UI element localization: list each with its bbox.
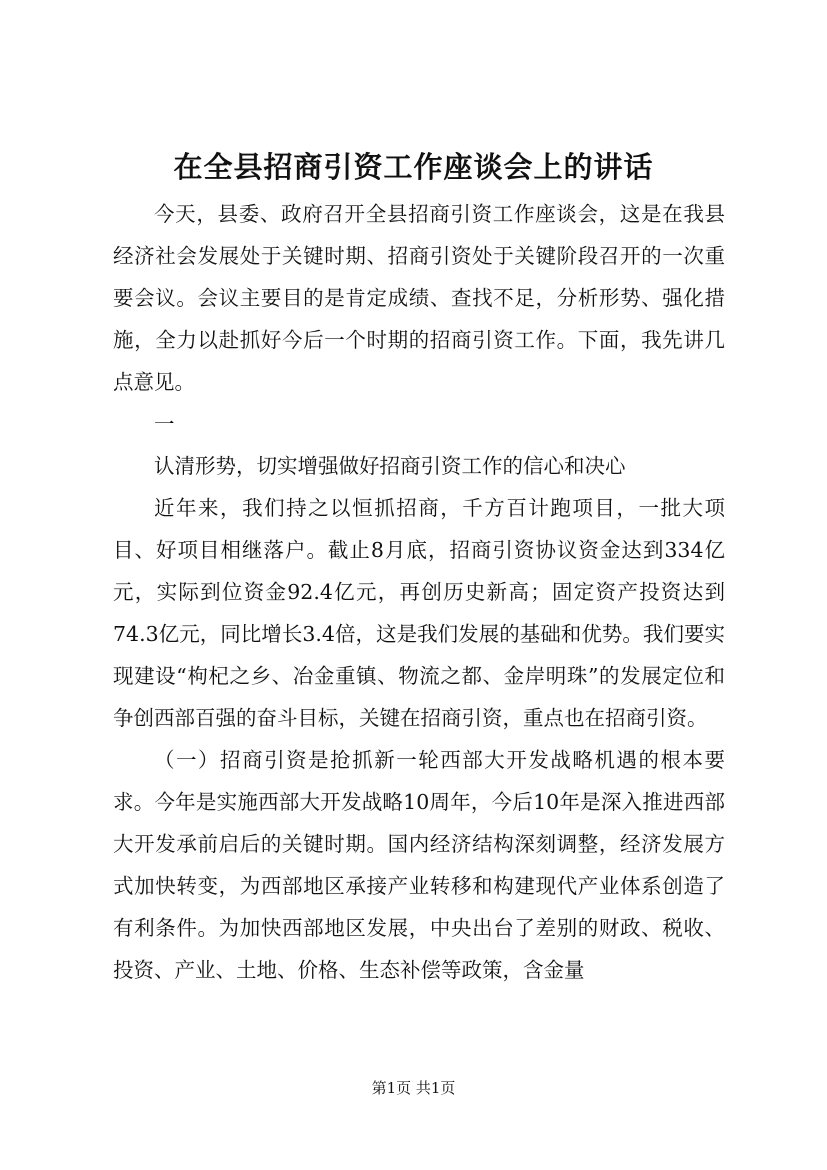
paragraph-intro: 今天，县委、政府召开全县招商引资工作座谈会，这是在我县经济社会发展处于关键时期、招商引资处于关键阶段召开的一次重要会议。会议主要目的是肯定成绩、查找不足，分析形势、强化措施，全力以赴抓好今后一个时期的招商引资工作。下面，我先讲几点意见。 (113, 202, 725, 394)
document-body (113, 193, 725, 991)
page-number-footer: 第1页 共1页 (371, 1079, 456, 1097)
section-heading: 认清形势，切实增强做好招商引资工作的信心和决心 (154, 454, 626, 478)
paragraph-achievements: 近年来，我们持之以恒抓招商，千方百计跑项目，一批大项目、好项目相继落户。截止8月底，招商引资协议资金达到334亿元，实际到位资金92.4亿元，再创历史新高；固定资产投资达到74.3亿元，同比增长3.4倍，这是我们发展的基础和优势。我们要实现建设“枸杞之乡、冶金重镇、物流之都、金岸明珠”的发展定位和争创西部百强的奋斗目标，关键在招商引资，重点也在招商引资。 (113, 496, 725, 730)
paragraph-point-one: （一）招商引资是抢抓新一轮西部大开发战略机遇的根本要求。今年是实施西部大开发战略10周年，今后10年是深入推进西部大开发承前启后的关键时期。国内经济结构深刻调整，经济发展方式加快转变，为西部地区承接产业转移和构建现代产业体系创造了有利条件。为加快西部地区发展，中央出台了差别的财政、税收、投资、产业、土地、价格、生态补偿等政策，含金量 (113, 748, 725, 982)
document-title: 在全县招商引资工作座谈会上的讲话 (173, 150, 654, 184)
section-number: 一 (154, 412, 175, 436)
